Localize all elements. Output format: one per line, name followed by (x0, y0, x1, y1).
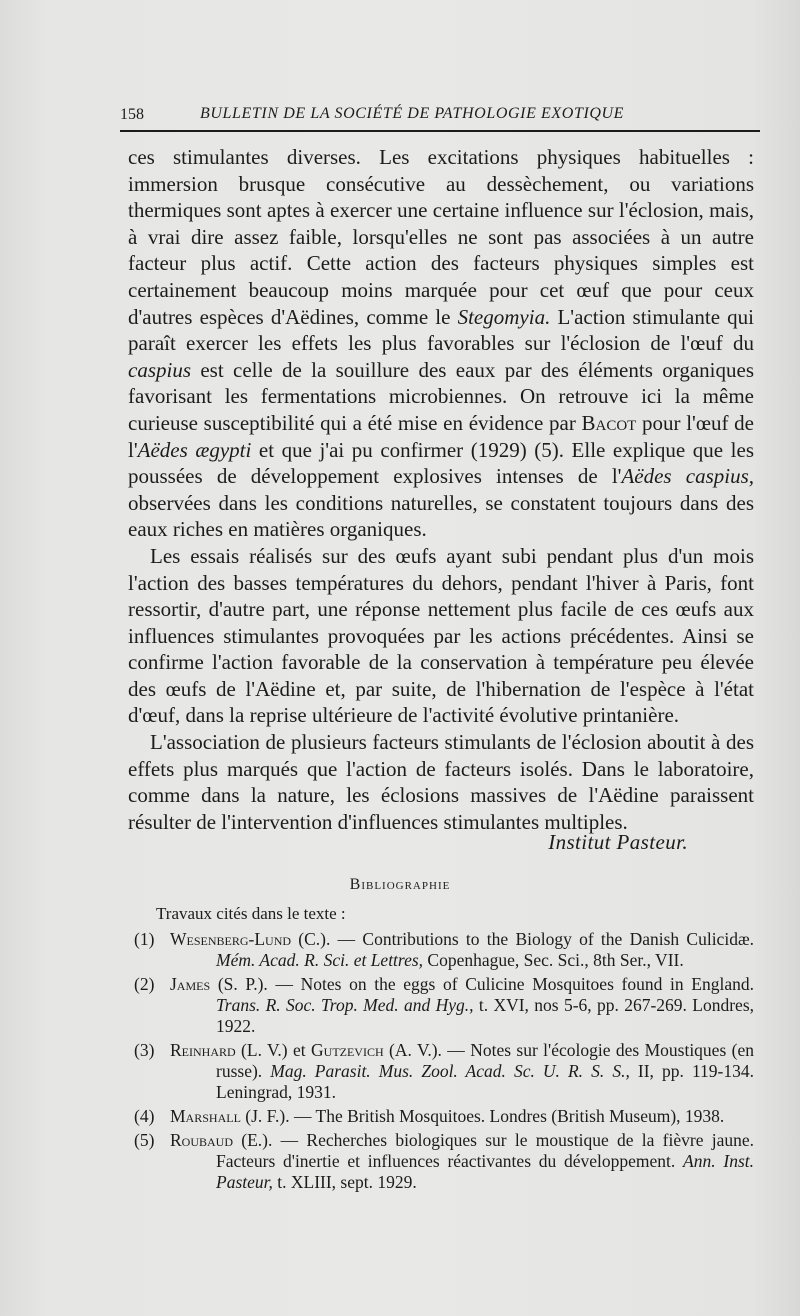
body-text (128, 144, 754, 835)
reference-number: (1) (134, 929, 155, 949)
reference-author: James (170, 974, 211, 994)
signature-institut: Institut Pasteur. (548, 830, 688, 854)
reference-item (134, 1130, 754, 1193)
reference-number: (3) (134, 1040, 155, 1060)
reference-author: Reinhard (170, 1040, 236, 1060)
reference-text: (C.). — Contributions to the Biology of the Danish Culicidæ. (291, 929, 754, 949)
reference-number: (2) (134, 974, 155, 994)
reference-text: (A. V.). — Notes sur l'écologie des Moustiques (en russe). (216, 1040, 754, 1081)
reference-journal: Mém. Acad. R. Sci. et Lettres, (216, 950, 424, 970)
reference-journal: Mag. Parasit. Mus. Zool. Acad. Sc. U. R. S. S., (270, 1061, 630, 1081)
reference-text: Copenhague, Sec. Sci., 8th Ser., VII. (423, 950, 684, 970)
paragraph-2: Les essais réalisés sur des œufs ayant subi pendant plus d'un mois l'action des basses températures du dehors, pendant l'hiver à Paris, font ressortir, d'autre part, une réponse nettement plus facile de ces œufs aux influences stimulantes provoquées par les actions précédentes. Ainsi se confirme l'action favorable de la conservation à température peu élevée des œufs de l'Aëdine et, par suite, de l'hibernation de l'espèce à l'état d'œuf, dans la reprise ultérieure de l'activité évolutive printanière. (128, 543, 754, 728)
running-title: BULLETIN DE LA SOCIÉTÉ DE PATHOLOGIE EXOTIQUE (200, 105, 625, 122)
reference-list (134, 929, 754, 1196)
reference-text: II, pp. 119-134. Leningrad, 1931. (216, 1061, 754, 1102)
text-run: et que j'ai pu confirmer (1929) (5). Elle explique que les poussées de développement explosives intenses de l' (128, 437, 754, 489)
paragraph-3: L'association de plusieurs facteurs stimulants de l'éclosion aboutit à des effets plus marqués que l'action de facteurs isolés. Dans le laboratoire, comme dans la nature, les éclosions massives de l'Aëdine paraissent résulter de l'intervention d'influences stimulantes multiples. (128, 730, 754, 834)
taxon-aedes-aegypti: Aëdes ægypti (137, 437, 252, 462)
text-run: ces stimulantes diverses. Les excitations physiques habituelles : immersion brusque consécutive au dessèchement, ou variations thermiques sont aptes à exercer une certaine influence sur l'éclosion, mais, à vrai dire assez faible, lorsqu'elles ne sont pas associées à un autre facteur plus actif. Cette action des facteurs physiques simples est certainement beaucoup moins marquée pour cet œuf que pour ceux d'autres espèces d'Aëdines, comme le (128, 145, 754, 329)
reference-text: t. XVI, nos 5-6, pp. 267-269. Londres, 1922. (216, 995, 754, 1036)
reference-text: (L. V.) et (235, 1040, 312, 1060)
bibliography-title: Bibliographie (349, 876, 451, 893)
reference-number: (4) (134, 1106, 155, 1126)
author-bacot: Bacot (581, 410, 637, 435)
reference-text: (J. F.). — The British Mosquitoes. Londres (British Museum), 1938. (240, 1106, 725, 1126)
taxon-aedes-caspius: Aëdes caspius, (621, 464, 754, 489)
text-run: pour l'œuf de l' (128, 410, 754, 462)
reference-journal: Trans. R. Soc. Trop. Med. and Hyg., (216, 995, 474, 1015)
reference-item (134, 1106, 754, 1127)
paragraph-1 (128, 144, 754, 543)
reference-author: Roubaud (170, 1130, 234, 1150)
bibliography-intro: Travaux cités dans le texte : (156, 904, 346, 923)
reference-text: (S. P.). — Notes on the eggs of Culicine Mosquitoes found in England. (210, 974, 754, 994)
taxon-caspius: caspius (128, 357, 191, 382)
reference-text: (E.). — Recherches biologiques sur le moustique de la fièvre jaune. Facteurs d'inertie et influences réactivantes du développement. (216, 1130, 754, 1171)
text-run: L'action stimulante qui paraît exercer les effets les plus favorables sur l'éclosion de l'œuf du (128, 304, 754, 356)
taxon-stegomyia: Stegomyia. (457, 304, 551, 329)
reference-text: t. XLIII, sept. 1929. (272, 1172, 417, 1192)
reference-author: Wesenberg-Lund (170, 929, 292, 949)
reference-item (134, 974, 754, 1037)
reference-item (134, 1040, 754, 1103)
page-number: 158 (120, 106, 144, 123)
reference-author: Marshall (170, 1106, 241, 1126)
running-header (120, 104, 760, 132)
reference-author: Gutzevich (311, 1040, 384, 1060)
reference-number: (5) (134, 1130, 155, 1150)
reference-item (134, 929, 754, 971)
text-run: est celle de la souillure des eaux par des éléments organiques favorisant les fermentations microbiennes. On retrouve ici la même curieuse susceptibilité qui a été mise en évidence par (128, 357, 754, 435)
reference-journal: Ann. Inst. Pasteur, (216, 1151, 754, 1192)
text-run: observées dans les conditions naturelles, se constatent toujours dans des eaux riches en matières organiques. (128, 490, 754, 542)
